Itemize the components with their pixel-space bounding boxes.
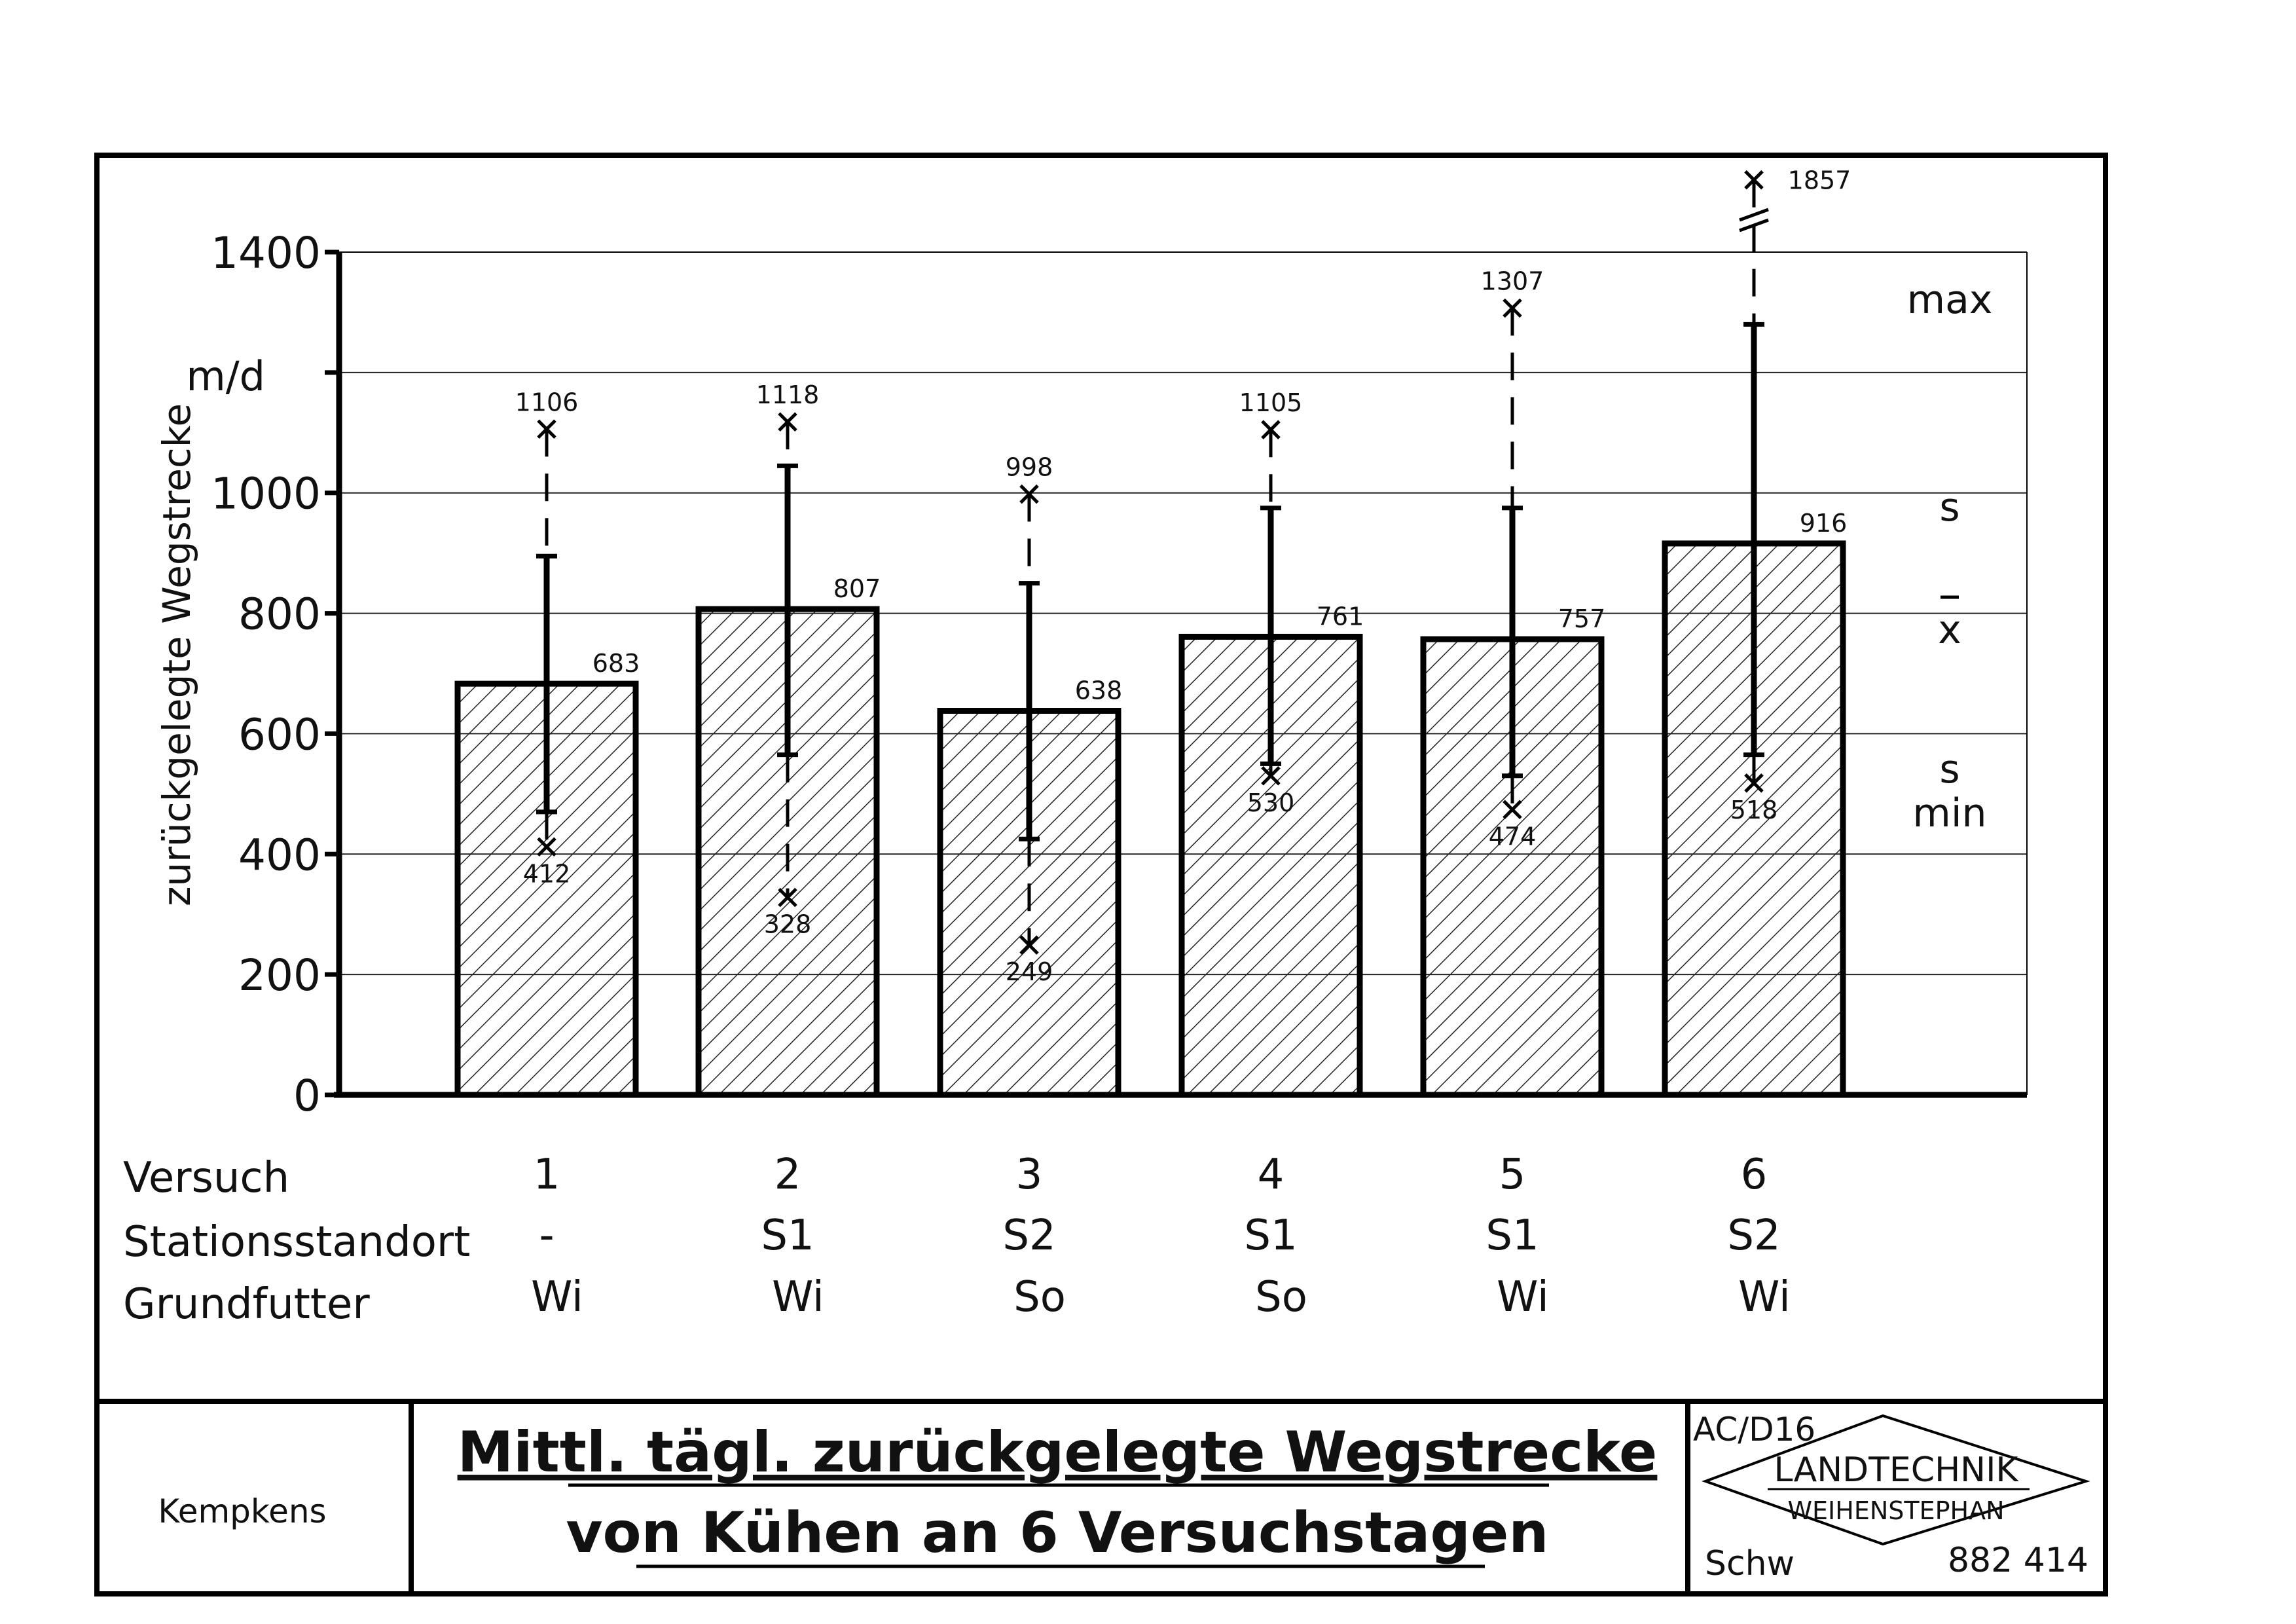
mean-label-3: 638	[1074, 676, 1123, 705]
title-line-2: von Kühen an 6 Versuchstagen	[566, 1500, 1549, 1566]
min-label-2: 328	[763, 910, 812, 939]
table-versuch-1: 1	[533, 1151, 560, 1199]
max-label-2: 1118	[756, 380, 820, 410]
max-label-5: 1307	[1480, 267, 1544, 296]
max-label-6: 1857	[1787, 166, 1851, 195]
table-stationsstandort-2: S1	[761, 1211, 814, 1260]
table-row-label-grundfutter: Grundfutter	[123, 1280, 370, 1329]
table-versuch-6: 6	[1740, 1151, 1768, 1199]
y-tick-label-1000: 1000	[211, 468, 321, 519]
legend-min: min	[1912, 790, 1987, 836]
y-tick-label-200: 200	[238, 950, 321, 1001]
table-grundfutter-3: So	[1013, 1273, 1066, 1321]
table-grundfutter-1: Wi	[531, 1273, 583, 1321]
y-axis-unit: m/d	[186, 352, 265, 400]
logo-text-bottom: WEIHENSTEPHAN	[1787, 1496, 2005, 1525]
max-label-1: 1106	[515, 388, 579, 417]
table-versuch-5: 5	[1499, 1151, 1526, 1199]
drawing-code: AC/D16	[1693, 1411, 1816, 1449]
table-row-label-versuch: Versuch	[123, 1154, 290, 1202]
min-label-1: 412	[522, 859, 571, 889]
min-label-6: 518	[1730, 795, 1778, 824]
min-label-3: 249	[1005, 957, 1053, 987]
legend-mean: x	[1938, 607, 1961, 653]
y-tick-label-0: 0	[293, 1071, 321, 1121]
max-label-3: 998	[1005, 452, 1053, 482]
table-stationsstandort-4: S1	[1244, 1211, 1298, 1260]
y-tick-label-600: 600	[238, 709, 321, 760]
mean-label-4: 761	[1316, 602, 1364, 631]
table-grundfutter-2: Wi	[772, 1273, 824, 1321]
min-label-4: 530	[1247, 788, 1295, 817]
legend	[1907, 277, 1993, 836]
table-stationsstandort-3: S2	[1002, 1211, 1056, 1260]
author-name: Kempkens	[158, 1492, 327, 1530]
table-versuch-2: 2	[774, 1151, 801, 1199]
data-table	[123, 1151, 1791, 1329]
mean-label-6: 916	[1799, 508, 1848, 538]
title-line-1: Mittl. tägl. zurückgelegte Wegstrecke	[457, 1420, 1658, 1485]
table-stationsstandort-6: S2	[1727, 1211, 1781, 1260]
legend-s-upper: s	[1939, 485, 1960, 530]
mean-label-1: 683	[592, 649, 640, 678]
table-versuch-4: 4	[1257, 1151, 1285, 1199]
bars	[458, 544, 1843, 1095]
legend-s-lower: s	[1939, 747, 1960, 792]
logo-text-top: LANDTECHNIK	[1774, 1450, 2018, 1490]
y-tick-label-1400: 1400	[211, 228, 321, 278]
legend-max: max	[1906, 277, 1993, 323]
mean-label-2: 807	[833, 574, 881, 604]
axis-break-mark-1	[1740, 210, 1768, 220]
max-label-4: 1105	[1239, 388, 1303, 418]
drawing-number: 882 414	[1947, 1541, 2088, 1580]
y-tick-label-800: 800	[238, 589, 321, 640]
y-axis-title: zurückgelegte Wegstrecke	[155, 403, 199, 907]
mean-label-5: 757	[1558, 604, 1606, 634]
y-tick-label-400: 400	[238, 830, 321, 881]
table-grundfutter-5: Wi	[1497, 1273, 1549, 1321]
table-grundfutter-4: So	[1255, 1273, 1307, 1321]
table-stationsstandort-1: -	[539, 1211, 555, 1260]
table-grundfutter-6: Wi	[1738, 1273, 1791, 1321]
min-label-5: 474	[1488, 822, 1537, 851]
table-versuch-3: 3	[1015, 1151, 1043, 1199]
drawer-initials: Schw	[1705, 1544, 1795, 1583]
table-row-label-stationsstandort: Stationsstandort	[123, 1218, 471, 1266]
table-stationsstandort-5: S1	[1485, 1211, 1539, 1260]
